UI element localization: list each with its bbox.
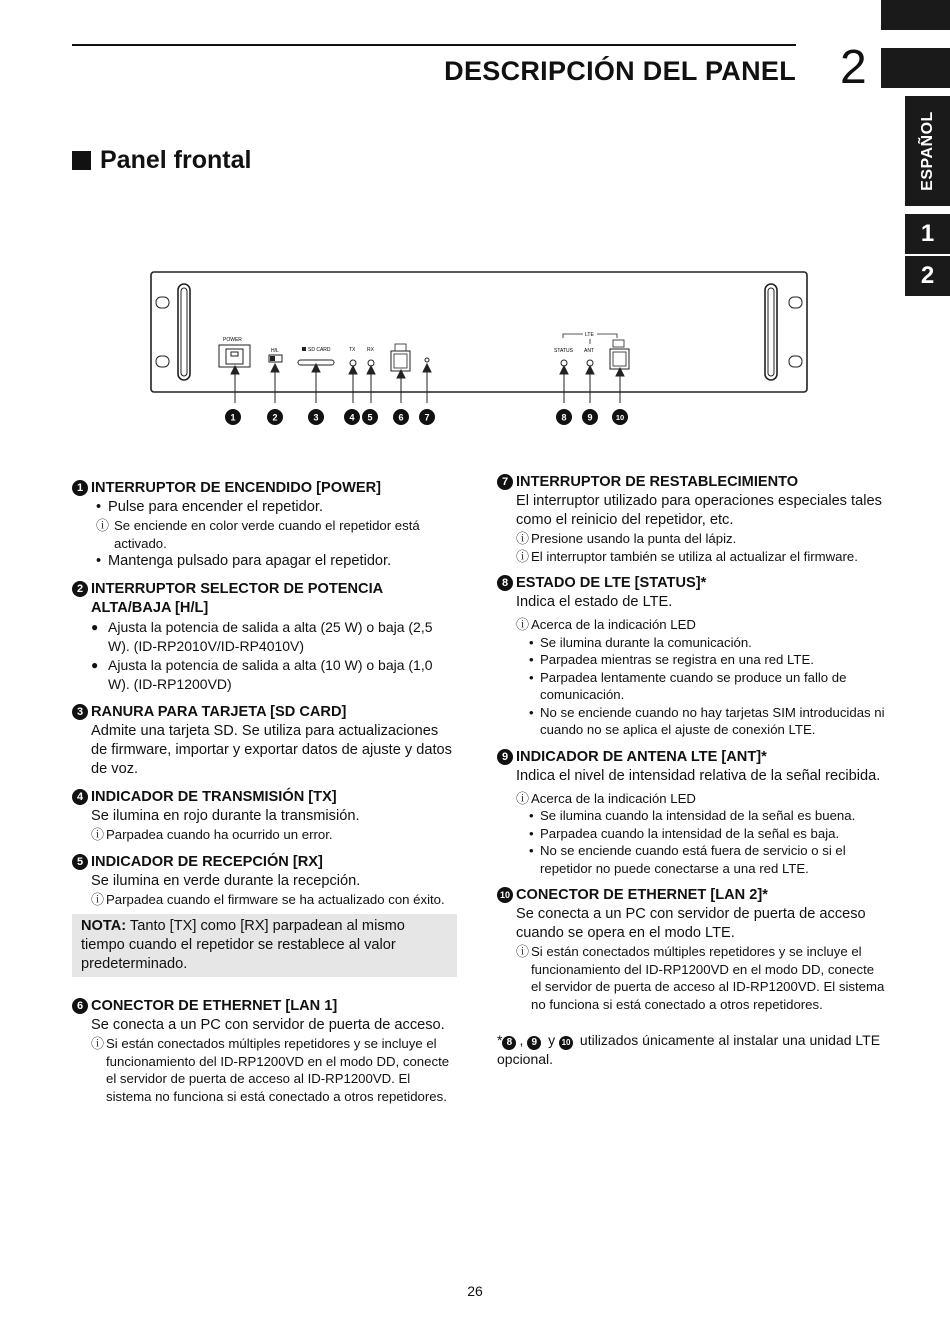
- callout-8: 8: [561, 412, 567, 423]
- item-sd: 3 RANURA PARA TARJETA [SD CARD] Admite una tarjeta SD. Se utiliza para actualizaciones de firmware, importar y exportar datos de ajuste y datos de voz.: [72, 703, 457, 779]
- sd-label: SD CARD: [308, 347, 331, 353]
- square-bullet-icon: [72, 151, 91, 170]
- chapter-tab-top: [881, 0, 950, 30]
- footnote: * 8 , 9 y 10 utilizados únicamente al instalar una unidad LTE opcional.: [497, 1032, 881, 1067]
- callout-2: 2: [272, 412, 278, 423]
- item-tx: 4 INDICADOR DE TRANSMISIÓN [TX] Se ilumina en rojo durante la transmisión. ⓘ Parpadea cuando ha ocurrido un error.: [72, 788, 457, 844]
- ant-label: ANT: [584, 348, 594, 354]
- lte-label: LTE: [585, 332, 594, 338]
- status-label: STATUS: [554, 348, 573, 354]
- right-column: [497, 473, 887, 1069]
- item-lan1: 6 CONECTOR DE ETHERNET [LAN 1] Se conecta a un PC con servidor de puerta de acceso. ⓘ Si están conectados múltiples repetidores y se incluye el funcionamiento del ID-RP1200VD en el modo DD, conecte el servidor de puerta de acceso al ID-RP1200VD. El sistema no funciona si está conectado a otros repetidores.: [72, 997, 457, 1105]
- note-box: NOTA: Tanto [TX] como [RX] parpadean al mismo tiempo cuando el repetidor se restablece al valor predeterminado.: [72, 914, 457, 977]
- callout-9: 9: [587, 412, 593, 423]
- power-label: POWER: [223, 337, 242, 343]
- left-column: [72, 479, 457, 1114]
- chapter-tab-main: [881, 48, 950, 88]
- chapter-tab-2: 2: [905, 256, 950, 296]
- item-rx: 5 INDICADOR DE RECEPCIÓN [RX] Se ilumina en verde durante la recepción. ⓘ Parpadea cuando el firmware se ha actualizado con éxito.: [72, 853, 457, 909]
- tx-label: TX: [349, 347, 356, 353]
- rx-label: RX: [367, 347, 374, 353]
- callout-10: 10: [615, 413, 625, 422]
- front-panel-illustration: [145, 266, 815, 436]
- item-status: 8 ESTADO DE LTE [STATUS]* Indica el estado de LTE. ⓘ Acerca de la indicación LED • Se ilumina durante la comunicación. • Parpadea mientras se registra en una red LTE. • Parpadea lentamente cuando se produce un fallo de comunicación. • No se enciende cuando no hay tarjetas SIM introducidas ni cuando no se aplica el ajuste de conexión LTE.: [497, 574, 887, 739]
- item-hl: 2 INTERRUPTOR SELECTOR DE POTENCIA ALTA/BAJA [H/L] ● Ajusta la potencia de salida a alta (25 W) o baja (2,5 W). (ID-RP2010V/ID-RP4010V) ● Ajusta la potencia de salida a alta (10 W) o baja (1,0 W). (ID-RP1200VD): [72, 580, 457, 694]
- callout-7: 7: [424, 412, 430, 423]
- item-ant: 9 INDICADOR DE ANTENA LTE [ANT]* Indica el nivel de intensidad relativa de la señal recibida. ⓘ Acerca de la indicación LED • Se ilumina cuando la intensidad de la señal es buena. • Parpadea cuando la intensidad de la señal es baja. • No se enciende cuando está fuera de servicio o si el repetidor no puede conectarse a una red LTE.: [497, 748, 887, 878]
- callout-4: 4: [349, 412, 355, 423]
- callout-3: 3: [313, 412, 319, 423]
- language-tab: ESPAÑOL: [905, 96, 950, 206]
- callout-6: 6: [398, 412, 404, 423]
- item-lan2: 10 CONECTOR DE ETHERNET [LAN 2]* Se conecta a un PC con servidor de puerta de acceso cuando se opera en el modo LTE. ⓘ Si están conectados múltiples repetidores y se incluye el funcionamiento del ID-RP1200VD en el modo DD, conecte el servidor de puerta de acceso al ID-RP1200VD. El sistema no funciona si está conectado a otros repetidores.: [497, 886, 887, 1013]
- item-reset: 7 INTERRUPTOR DE RESTABLECIMIENTO El interruptor utilizado para operaciones especiales tales como el reinicio del repetidor, etc. ⓘ Presione usando la punta del lápiz. ⓘ El interruptor también se utiliza al actualizar el firmware.: [497, 473, 887, 565]
- callout-5: 5: [367, 412, 373, 423]
- chapter-number: 2: [840, 41, 867, 94]
- callout-1: 1: [230, 412, 236, 423]
- header-rule: [72, 44, 796, 46]
- page-number: 26: [467, 1283, 483, 1299]
- section-heading: Panel frontal: [72, 146, 251, 175]
- hl-label: H/L: [271, 348, 279, 354]
- item-power: 1 INTERRUPTOR DE ENCENDIDO [POWER] • Pulse para encender el repetidor. ⓘ Se enciende en color verde cuando el repetidor está activado. • Mantenga pulsado para apagar el repetidor.: [72, 479, 457, 571]
- chapter-tab-1: 1: [905, 214, 950, 254]
- page-title: DESCRIPCIÓN DEL PANEL: [444, 56, 796, 86]
